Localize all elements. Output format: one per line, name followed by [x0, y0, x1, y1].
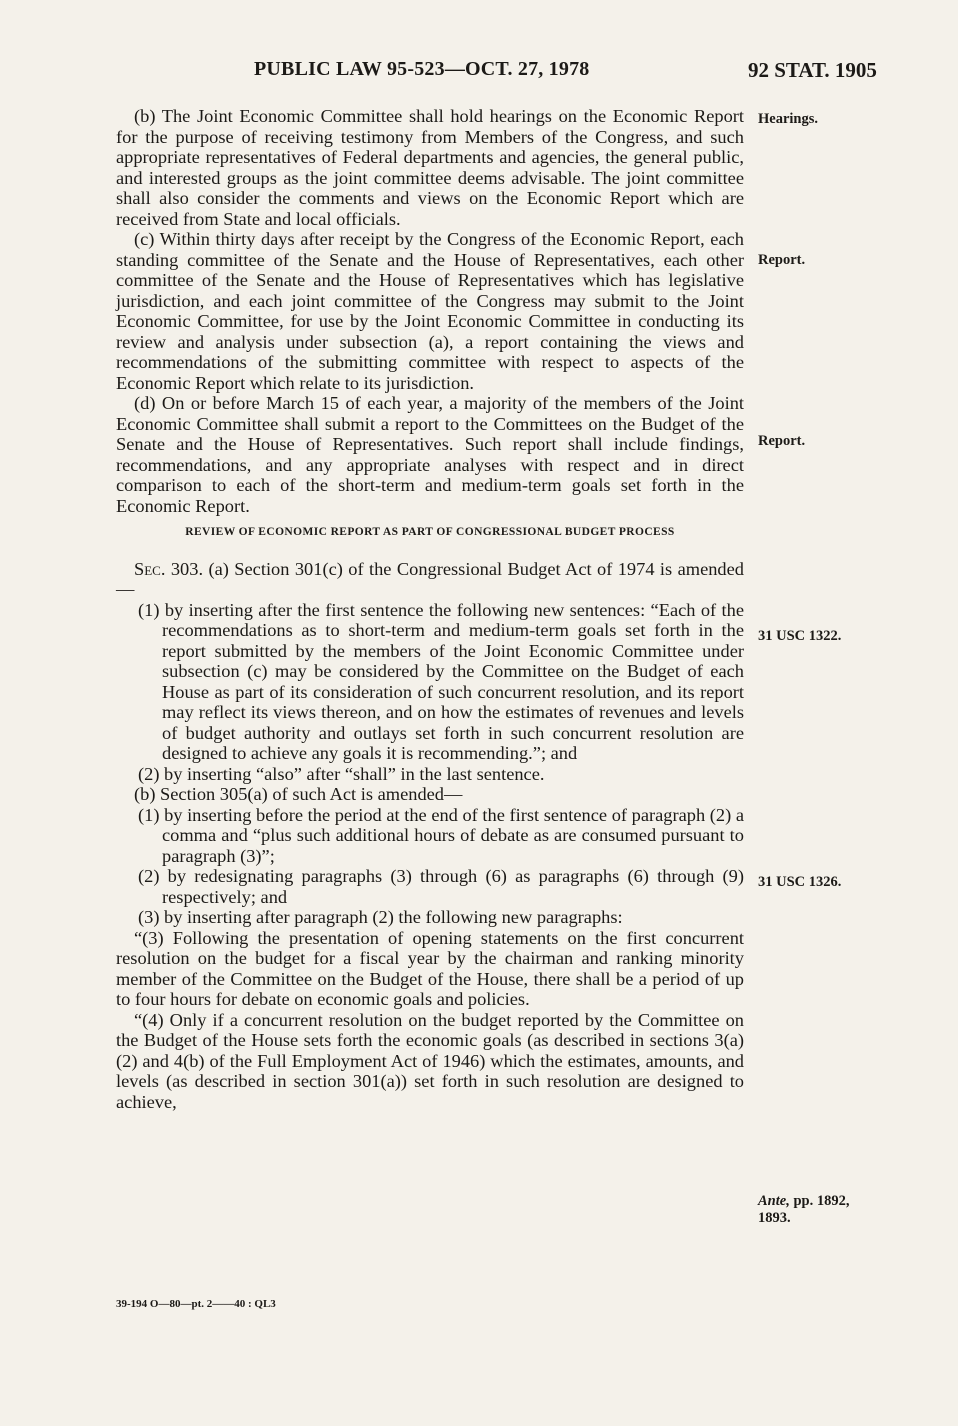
sec303-b-item-1: (1) by inserting before the period at the end of the first sentence of paragraph (2) a comma and “plus such additional hours of debate as are consumed pursuant to paragraph (3)”; — [138, 804, 744, 866]
ante-pages: pp. 1892, — [789, 1193, 850, 1209]
page-header-title: PUBLIC LAW 95-523—OCT. 27, 1978 — [254, 58, 590, 80]
sec303-b-item-3: (3) by inserting after paragraph (2) the following new paragraphs: — [138, 907, 623, 927]
sec303-b-intro: (b) Section 305(a) of such Act is amended— — [134, 784, 463, 804]
sec303-item-1: (1) by inserting after the first sentence the following new sentences: “Each of the recommendations as to short-term and medium-term goals set forth in the report submitted by the members of the Joint Economic Committee under subsection (c) may be considered by the Committee on the Budget of each House as part of its consideration of such concurrent resolution, and its report may reflect its views thereon, and on how the estimates of revenues and levels of budget authority and outlays set forth in such concurrent resolution are designed to achieve any goals it is recommending.”; and — [138, 599, 744, 763]
sec303-intro: 303. (a) Section 301(c) of the Congressional Budget Act of 1974 is amended— — [116, 558, 744, 599]
sec-label: Sec. — [134, 558, 166, 579]
margin-note-usc-1326: 31 USC 1326. — [758, 874, 842, 890]
margin-note-usc-1322: 31 USC 1322. — [758, 628, 842, 644]
margin-note-report-1: Report. — [758, 252, 806, 268]
margin-note-hearings: Hearings. — [758, 111, 819, 127]
sec303-b-item-2: (2) by redesignating paragraphs (3) through (6) as paragraphs (6) through (9) respectively; and — [138, 866, 744, 907]
footer-print-code: 39-194 O—80—pt. 2——40 : QL3 — [116, 1298, 276, 1310]
section-heading: REVIEW OF ECONOMIC REPORT AS PART OF CONGRESSIONAL BUDGET PROCESS — [185, 526, 675, 538]
quoted-paragraph-4: “(4) Only if a concurrent resolution on the budget reported by the Committee on the Budget of the House sets forth the economic goals (as described in sections 3(a)(2) and 4(b) of the Full Employment Act of 1946) which the estimates, amounts, and levels (as described in section 301(a)) set forth in such resolution are designed to achieve, — [116, 1009, 744, 1112]
body-text — [116, 106, 744, 1112]
sec303-intro-paragraph — [116, 559, 744, 600]
ante-italic: Ante, — [758, 1193, 790, 1209]
margin-note-ante — [758, 1193, 849, 1227]
margin-note-report-2: Report. — [758, 433, 806, 449]
paragraph-b: (b) The Joint Economic Committee shall hold hearings on the Economic Report for the purpose of receiving testimony from Members of the Congress, and such appropriate representatives of Federal departments and agencies, the general public, and interested groups as the joint committee deems advisable. The joint committee shall also consider the comments and views on the Economic Report which are received from State and local officials. — [116, 106, 744, 229]
quoted-paragraph-3: “(3) Following the presentation of opening statements on the first concurrent resolution on the budget for a fiscal year by the chairman and ranking minority member of the Committee on the Budget of the House, there shall be a period of up to four hours for debate on economic goals and policies. — [116, 927, 744, 1009]
paragraph-d: (d) On or before March 15 of each year, a majority of the members of the Joint Economic Committee shall submit a report to the Committees on the Budget of the Senate and the House of Representatives. Such report shall include findings, recommendations, and any appropriate analyses with respect and in direct comparison to each of the short-term and medium-term goals set forth in the Economic Report. — [116, 393, 744, 516]
sec303-item-2: (2) by inserting “also” after “shall” in the last sentence. — [138, 763, 545, 784]
ante-pages-line2: 1893. — [758, 1210, 791, 1226]
paragraph-c: (c) Within thirty days after receipt by the Congress of the Economic Report, each standing committee of the Senate and the House of Representatives, each other committee of the Senate and the House of Representatives which has legislative jurisdiction, and each joint committee of the Congress may submit to the Joint Economic Committee, for use by the Joint Economic Committee in conducting its review and analysis under subsection (a), a report containing the views and recommendations of the submitting committee with respect to aspects of the Economic Report which relate to its jurisdiction. — [116, 229, 744, 393]
page-header-stat: 92 STAT. 1905 — [748, 58, 877, 82]
